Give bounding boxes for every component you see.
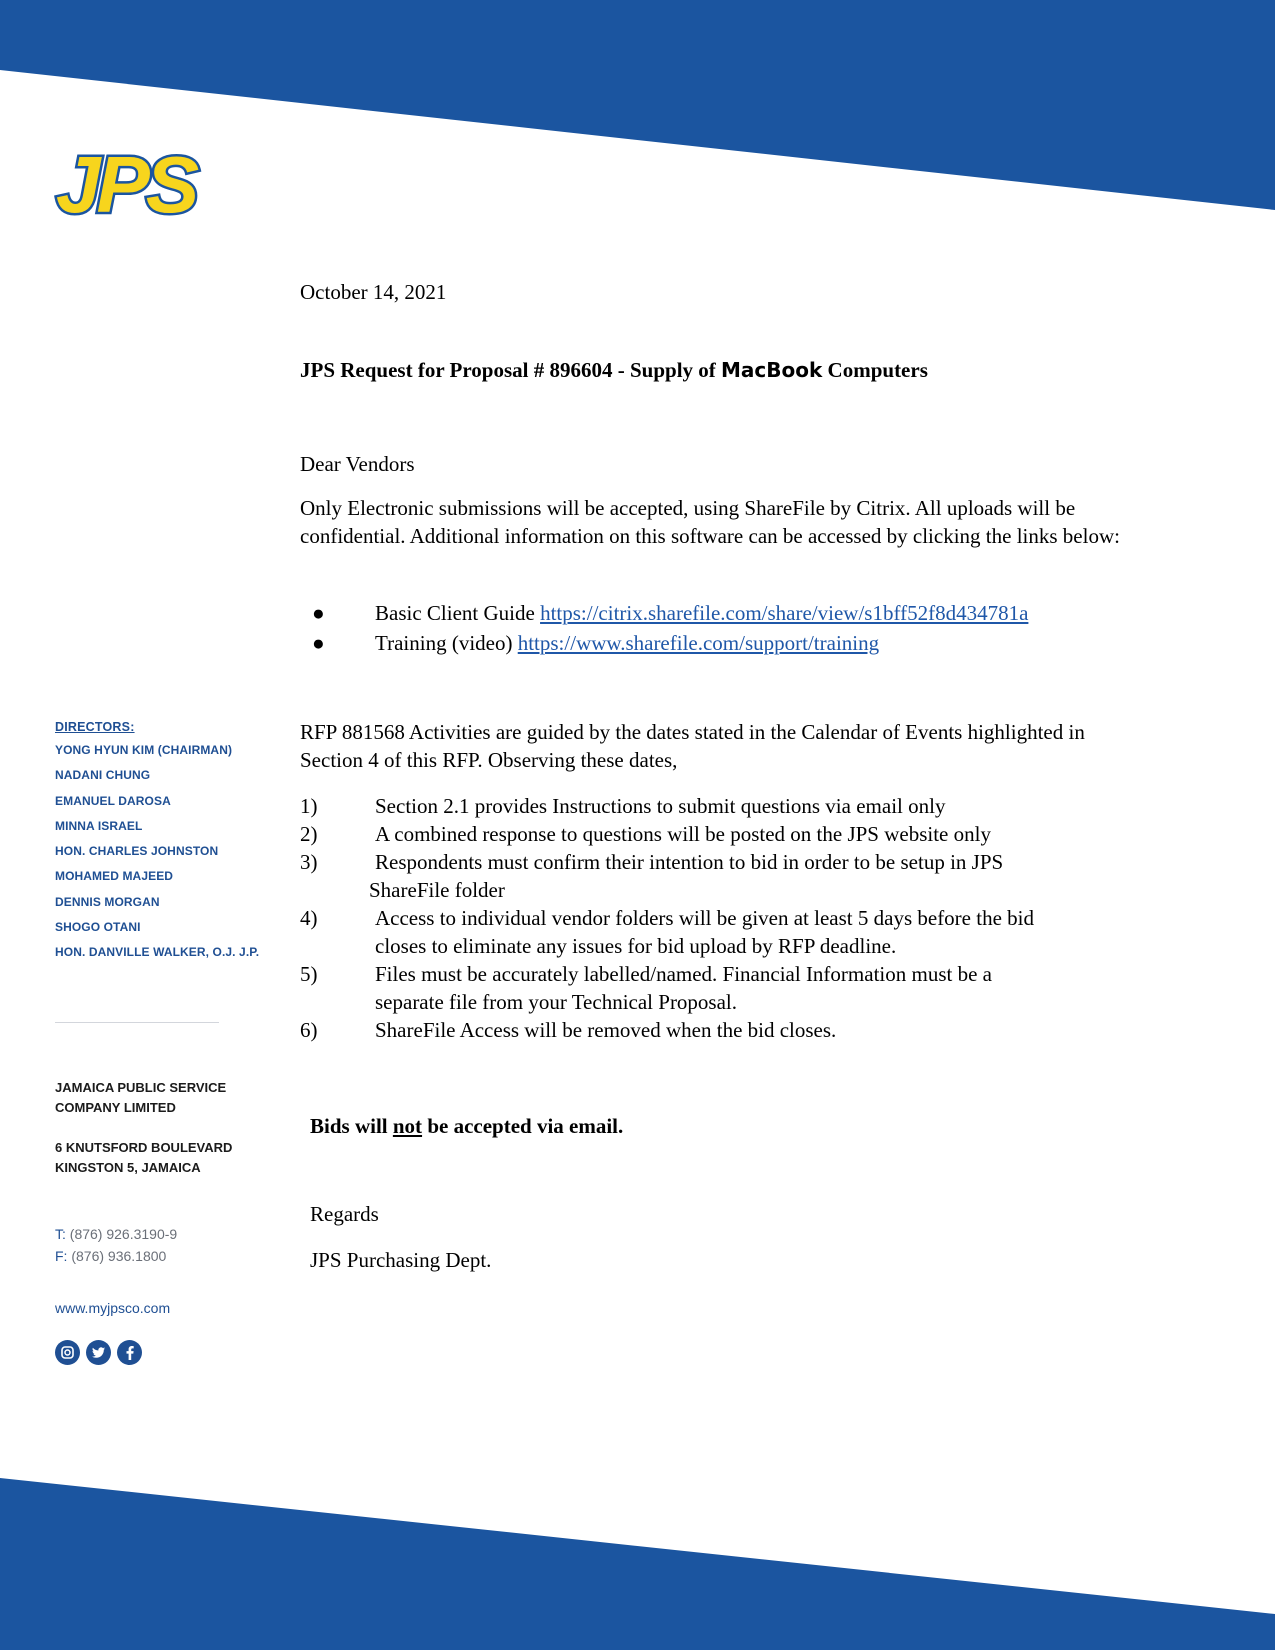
list-item [300,960,1120,1016]
instagram-icon[interactable] [55,1340,80,1365]
list-item [300,904,1120,960]
director-name: NADANI CHUNG [55,768,151,783]
director-name: DENNIS MORGAN [55,894,160,909]
intro-paragraph: Only Electronic submissions will be accepted, using ShareFile by Citrix. All uploads will be confidential. Additional information on this software can be accessed by clicking the links below: [300,496,1120,548]
step-text: Files must be accurately labelled/named. Financial Information must be a [375,962,992,986]
step-number: 4) [300,906,318,930]
phone-line [55,1223,177,1245]
step-text: Access to individual vendor folders will be given at least 5 days before the bid [375,906,1034,930]
step-number: 6) [300,1018,318,1042]
director-name: YONG HYUN KIM (CHAIRMAN) [55,743,233,757]
list-item [300,598,1028,628]
address-line: KINGSTON 5, JAMAICA [55,1160,201,1175]
letter-date: October 14, 2021 [300,280,447,304]
twitter-icon[interactable] [86,1340,111,1365]
company-line: COMPANY LIMITED [55,1100,176,1115]
phone-value: (876) 926.3190-9 [69,1226,178,1242]
link-label: Basic Client Guide [375,601,535,625]
director-name: HON. DANVILLE WALKER, O.J. J.P. [55,945,260,960]
step-number: 1) [300,794,318,818]
list-item [300,848,1120,904]
step-number: 3) [300,850,318,874]
step-text-continued: closes to eliminate any issues for bid upload by RFP deadline. [375,934,897,958]
notice-after: be accepted via email. [427,1114,624,1138]
client-guide-link[interactable]: https://citrix.sharefile.com/share/view/s1bff52f8d434781a [540,601,1029,625]
steps-list [300,792,1120,1044]
links-list [300,598,1028,658]
salutation: Dear Vendors [300,452,415,476]
step-number: 5) [300,962,318,986]
address-line: 6 KNUTSFORD BOULEVARD [55,1140,233,1155]
website-link[interactable]: www.myjpsco.com [55,1300,171,1316]
link-label: Training (video) [375,631,513,655]
letter-subject [300,356,1130,384]
list-item [300,628,1028,658]
social-links [55,1340,142,1365]
sidebar-divider [55,1022,219,1023]
list-item [300,792,1120,820]
facebook-icon[interactable] [117,1340,142,1365]
subject-suffix: Computers [827,358,928,382]
bullet-icon: ● [312,601,325,625]
step-text-continued: ShareFile folder [369,878,505,902]
step-text-continued: separate file from your Technical Proposal. [375,990,738,1014]
director-name: EMANUEL DAROSA [55,793,171,808]
company-name [55,1078,226,1118]
subject-prefix: JPS Request for Proposal # 896604 - Supply of [300,358,716,382]
director-name: MOHAMED MAJEED [55,869,174,884]
contact-numbers [55,1223,177,1267]
company-address [55,1138,232,1178]
email-notice [310,1112,1140,1140]
list-item [300,1016,1120,1044]
bullet-icon: ● [312,631,325,655]
footer-band [0,1470,1275,1650]
director-name: HON. CHARLES JOHNSTON [55,844,219,859]
notice-before: Bids will [310,1114,388,1138]
step-text: Respondents must confirm their intention to bid in order to be setup in JPS [375,850,1004,874]
step-text: ShareFile Access will be removed when the bid closes. [375,1018,837,1042]
training-video-link[interactable]: https://www.sharefile.com/support/training [517,631,880,655]
directors-list [55,720,259,971]
director-name: MINNA ISRAEL [55,818,143,833]
fax-line [55,1245,177,1267]
step-text: Section 2.1 provides Instructions to submit questions via email only [375,794,946,818]
step-number: 2) [300,822,318,846]
activities-paragraph: RFP 881568 Activities are guided by the dates stated in the Calendar of Events highlighted in Section 4 of this RFP. Observing these dates, [300,720,1085,772]
list-item [300,820,1120,848]
directors-title: DIRECTORS: [55,720,135,734]
signature: JPS Purchasing Dept. [310,1248,492,1272]
fax-value: (876) 936.1800 [71,1248,167,1264]
fax-label: F: [55,1248,68,1264]
director-name: SHOGO OTANI [55,920,141,935]
closing: Regards [310,1202,379,1226]
phone-label: T: [55,1226,66,1242]
company-line: JAMAICA PUBLIC SERVICE [55,1080,227,1095]
jps-logo [52,146,266,226]
svg-text:JPS: JPS [56,146,196,226]
step-text: A combined response to questions will be posted on the JPS website only [375,822,991,846]
notice-emphasis: not [392,1114,423,1138]
subject-product: MacBook [721,358,823,382]
